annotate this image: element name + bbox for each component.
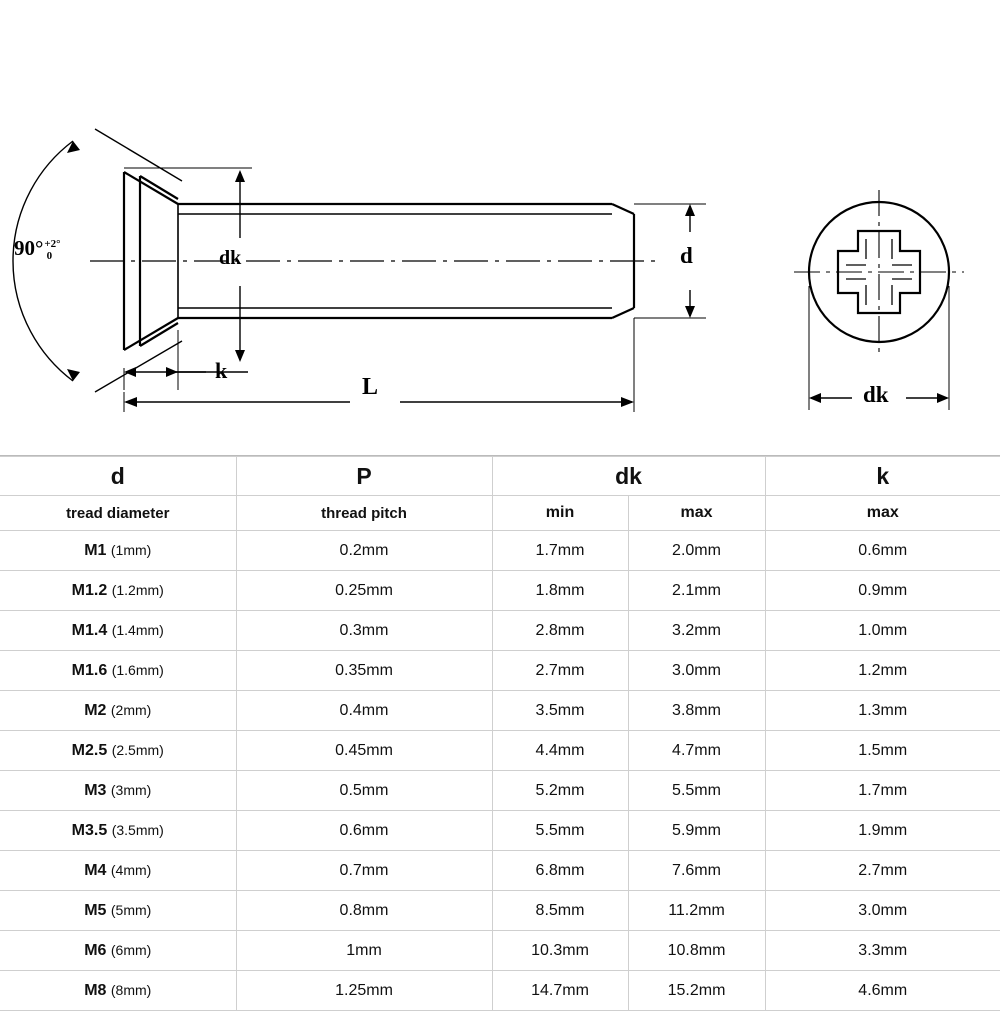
cell-dk-max: 5.9mm <box>628 811 765 851</box>
cell-k-max: 2.7mm <box>765 851 1000 891</box>
table-row <box>0 531 1000 571</box>
thread-size-mm: (2.5mm) <box>111 741 164 758</box>
table-row <box>0 571 1000 611</box>
cell-dk-max: 3.0mm <box>628 651 765 691</box>
angle-tolerance-upper: +2° <box>44 238 61 250</box>
cell-thread-pitch: 0.2mm <box>236 531 492 571</box>
cell-k-max: 4.6mm <box>765 971 1000 1011</box>
table-row <box>0 811 1000 851</box>
table-row <box>0 731 1000 771</box>
cell-thread-diameter <box>0 851 236 891</box>
screw-drawing <box>0 0 1000 455</box>
cell-thread-diameter <box>0 571 236 611</box>
header-dk-max: max <box>628 496 765 531</box>
cell-k-max: 0.6mm <box>765 531 1000 571</box>
cell-dk-max: 4.7mm <box>628 731 765 771</box>
cell-k-max: 0.9mm <box>765 571 1000 611</box>
header-p-sub: thread pitch <box>236 496 492 531</box>
cell-dk-min: 10.3mm <box>492 931 628 971</box>
table-header-main-row <box>0 457 1000 496</box>
cell-thread-diameter <box>0 731 236 771</box>
cell-thread-pitch: 0.8mm <box>236 891 492 931</box>
cell-dk-max: 5.5mm <box>628 771 765 811</box>
cell-thread-pitch: 0.6mm <box>236 811 492 851</box>
screw-spec-table <box>0 456 1000 1011</box>
cell-dk-min: 1.7mm <box>492 531 628 571</box>
cell-thread-pitch: 1.25mm <box>236 971 492 1011</box>
table-row <box>0 691 1000 731</box>
thread-size-mm: (4mm) <box>110 861 152 878</box>
cell-dk-min: 5.5mm <box>492 811 628 851</box>
cell-k-max: 1.7mm <box>765 771 1000 811</box>
cell-dk-max: 3.8mm <box>628 691 765 731</box>
header-dk-min: min <box>492 496 628 531</box>
cell-dk-max: 15.2mm <box>628 971 765 1011</box>
thread-size-name: M3 <box>84 781 107 799</box>
thread-size-name: M2 <box>84 701 107 719</box>
cell-k-max: 1.2mm <box>765 651 1000 691</box>
cell-thread-pitch: 0.35mm <box>236 651 492 691</box>
screw-length-label: L <box>362 374 379 400</box>
cell-dk-max: 7.6mm <box>628 851 765 891</box>
screw-drawing-svg <box>0 0 1000 455</box>
table-head <box>0 457 1000 531</box>
table-row <box>0 891 1000 931</box>
cell-thread-diameter <box>0 531 236 571</box>
thread-size-name: M1.6 <box>71 661 108 679</box>
spec-table-container <box>0 455 1000 1011</box>
table-body <box>0 531 1000 1011</box>
header-k-main: k <box>765 457 1000 496</box>
thread-size-mm: (1.2mm) <box>111 581 164 598</box>
cell-thread-pitch: 0.5mm <box>236 771 492 811</box>
cell-thread-diameter <box>0 691 236 731</box>
thread-size-name: M1.4 <box>71 621 108 639</box>
thread-size-name: M1.2 <box>71 581 108 599</box>
cell-dk-min: 8.5mm <box>492 891 628 931</box>
cell-dk-min: 14.7mm <box>492 971 628 1011</box>
table-row <box>0 771 1000 811</box>
table-row <box>0 971 1000 1011</box>
cell-dk-min: 2.8mm <box>492 611 628 651</box>
cell-dk-min: 2.7mm <box>492 651 628 691</box>
shank-diameter-label: d <box>680 243 693 268</box>
cell-dk-min: 6.8mm <box>492 851 628 891</box>
head-diameter-label: dk <box>219 247 242 269</box>
thread-size-mm: (3.5mm) <box>111 821 164 838</box>
header-dk-main: dk <box>492 457 765 496</box>
cell-k-max: 3.3mm <box>765 931 1000 971</box>
table-header-sub-row <box>0 496 1000 531</box>
thread-size-mm: (8mm) <box>110 981 152 998</box>
cell-thread-diameter <box>0 971 236 1011</box>
angle-tolerance-lower: 0 <box>46 250 53 262</box>
cell-dk-min: 1.8mm <box>492 571 628 611</box>
thread-size-name: M1 <box>84 541 107 559</box>
table-row <box>0 931 1000 971</box>
table-row <box>0 851 1000 891</box>
thread-size-mm: (5mm) <box>110 901 152 918</box>
cell-thread-pitch: 0.45mm <box>236 731 492 771</box>
thread-size-name: M6 <box>84 941 107 959</box>
cell-thread-pitch: 0.3mm <box>236 611 492 651</box>
cell-dk-min: 3.5mm <box>492 691 628 731</box>
thread-size-mm: (1.6mm) <box>111 661 164 678</box>
cell-k-max: 1.0mm <box>765 611 1000 651</box>
thread-size-mm: (1.4mm) <box>111 621 164 638</box>
thread-size-name: M2.5 <box>71 741 108 759</box>
thread-size-name: M3.5 <box>71 821 108 839</box>
top-view-diameter-label: dk <box>863 382 889 407</box>
header-k-sub: max <box>765 496 1000 531</box>
cell-thread-diameter <box>0 891 236 931</box>
header-p-main: P <box>236 457 492 496</box>
cell-k-max: 1.9mm <box>765 811 1000 851</box>
cell-thread-diameter <box>0 651 236 691</box>
thread-size-name: M8 <box>84 981 107 999</box>
head-height-label: k <box>215 358 228 383</box>
thread-size-mm: (2mm) <box>110 701 152 718</box>
cell-thread-diameter <box>0 931 236 971</box>
cell-thread-diameter <box>0 811 236 851</box>
cell-dk-max: 2.0mm <box>628 531 765 571</box>
header-d-sub: tread diameter <box>0 496 236 531</box>
cell-thread-pitch: 0.4mm <box>236 691 492 731</box>
cell-k-max: 1.3mm <box>765 691 1000 731</box>
cell-dk-min: 4.4mm <box>492 731 628 771</box>
cell-dk-max: 10.8mm <box>628 931 765 971</box>
header-d-main: d <box>0 457 236 496</box>
thread-size-mm: (1mm) <box>110 541 152 558</box>
cell-k-max: 3.0mm <box>765 891 1000 931</box>
cell-k-max: 1.5mm <box>765 731 1000 771</box>
cell-thread-diameter <box>0 771 236 811</box>
table-row <box>0 651 1000 691</box>
cell-thread-pitch: 0.25mm <box>236 571 492 611</box>
cell-thread-diameter <box>0 611 236 651</box>
thread-size-mm: (3mm) <box>110 781 152 798</box>
cell-dk-max: 3.2mm <box>628 611 765 651</box>
cell-thread-pitch: 0.7mm <box>236 851 492 891</box>
cell-dk-min: 5.2mm <box>492 771 628 811</box>
thread-size-name: M4 <box>84 861 107 879</box>
table-row <box>0 611 1000 651</box>
cell-dk-max: 2.1mm <box>628 571 765 611</box>
cell-dk-max: 11.2mm <box>628 891 765 931</box>
cell-thread-pitch: 1mm <box>236 931 492 971</box>
thread-size-mm: (6mm) <box>110 941 152 958</box>
angle-label: 90°$^{+2^\circ}$0 <box>14 236 61 262</box>
thread-size-name: M5 <box>84 901 107 919</box>
